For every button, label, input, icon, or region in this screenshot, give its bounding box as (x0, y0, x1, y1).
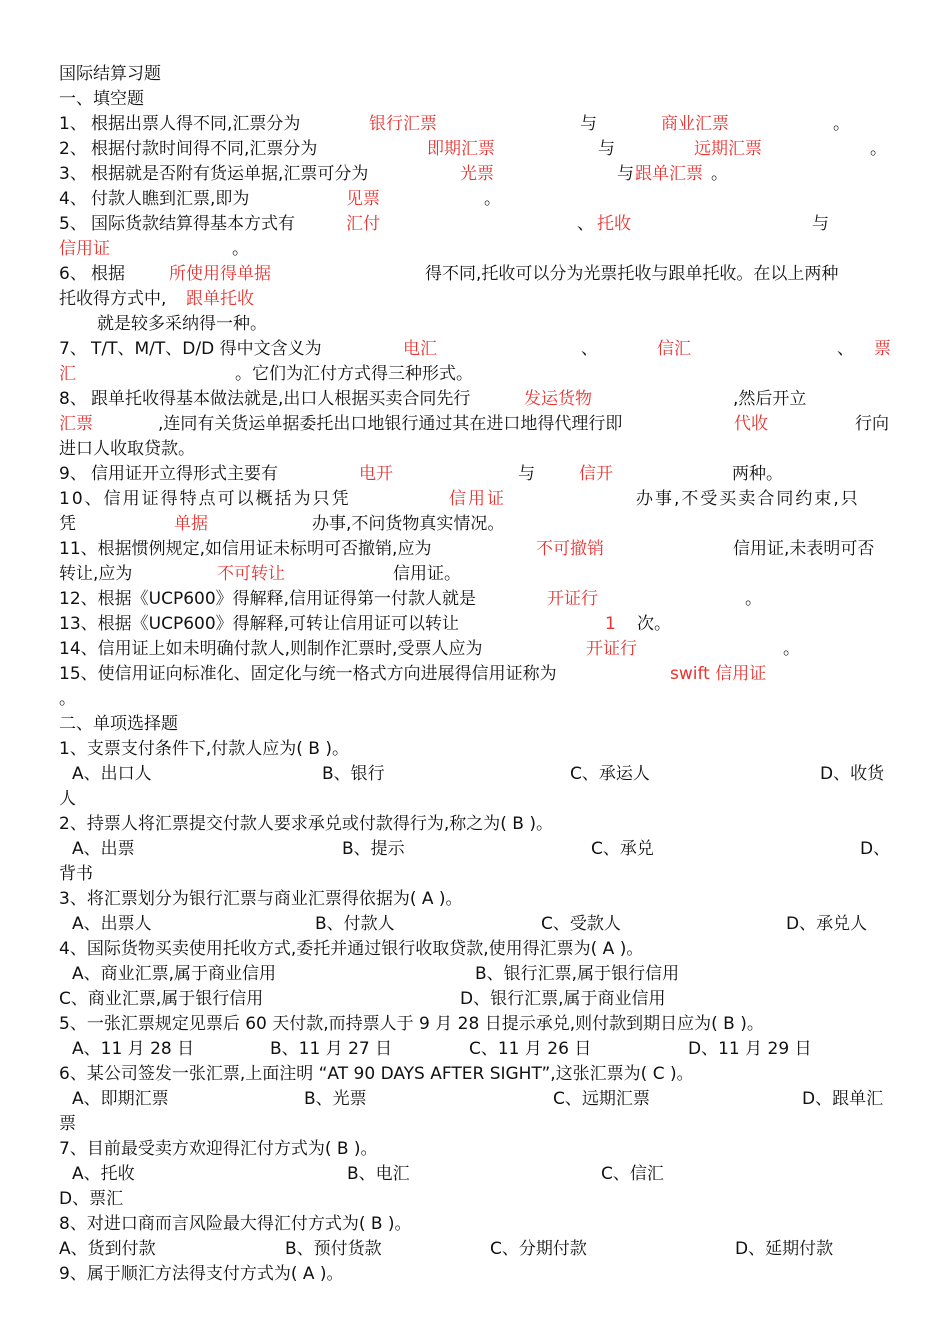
fill-question-1 (0, 112, 950, 137)
question-stem: 3、将汇票划分为银行汇票与商业汇票得依据为( A )。 (59, 889, 463, 909)
option-a: A、出口人 (72, 764, 152, 784)
answer-text: 信开 (579, 464, 613, 484)
question-number: 1、 (59, 114, 87, 134)
fill-question-6 (0, 262, 950, 287)
question-text: 。 (232, 239, 249, 259)
question-text: 、 (577, 214, 594, 234)
question-text: 14、信用证上如未明确付款人,则制作汇票时,受票人应为 (59, 639, 483, 659)
question-text: 付款人瞧到汇票,即为 (91, 189, 250, 209)
question-stem: 8、对进口商而言风险最大得汇付方式为( B )。 (59, 1214, 412, 1234)
fill-question-12 (0, 587, 950, 612)
choice-options (0, 762, 950, 787)
choice-question-8 (0, 1212, 950, 1237)
option-a: A、托收 (72, 1164, 135, 1184)
question-number: 6、 (59, 264, 87, 284)
option-b: B、预付货款 (285, 1239, 382, 1259)
section-heading (0, 712, 950, 737)
option-d-cont: 背书 (59, 864, 93, 884)
option-c: C、商业汇票,属于银行信用 (59, 989, 264, 1009)
answer-text: 即期汇票 (427, 139, 495, 159)
question-number: 7、 (59, 339, 87, 359)
question-number: 4、 (59, 189, 87, 209)
option-a: A、货到付款 (59, 1239, 156, 1259)
question-text: 进口人收取贷款。 (59, 439, 195, 459)
fill-question-4 (0, 187, 950, 212)
answer-text: 票 (874, 339, 891, 359)
question-text: 办事,不问货物真实情况。 (312, 514, 505, 534)
option-c: C、承兑 (591, 839, 654, 859)
choice-question-7 (0, 1137, 950, 1162)
question-text: 。 (484, 189, 501, 209)
option-a: A、商业汇票,属于商业信用 (72, 964, 277, 984)
choice-options (0, 1237, 950, 1262)
question-text: 13、根据《UCP600》得解释,可转让信用证可以转让 (59, 614, 460, 634)
option-a: A、11 月 28 日 (72, 1039, 195, 1059)
fill-question-9 (0, 462, 950, 487)
answer-text: 商业汇票 (661, 114, 729, 134)
option-d: D、跟单汇 (802, 1089, 884, 1109)
fill-question-7 (0, 337, 950, 362)
choice-question-1 (0, 737, 950, 762)
answer-text: 不可撤销 (536, 539, 604, 559)
option-b: B、提示 (342, 839, 405, 859)
choice-question-9 (0, 1262, 950, 1287)
answer-text: 不可转让 (217, 564, 285, 584)
question-stem: 5、一张汇票规定见票后 60 天付款,而持票人于 9 月 28 日提示承兑,则付款到期日应为( B )。 (59, 1014, 764, 1034)
choice-options-cont (0, 787, 950, 812)
question-number: 2、 (59, 139, 87, 159)
question-stem: 6、某公司签发一张汇票,上面注明 “AT 90 DAYS AFTER SIGHT”,这张汇票为( C )。 (59, 1064, 694, 1084)
question-text: 、 (837, 339, 854, 359)
section-title-choice: 二、单项选择题 (59, 714, 178, 734)
question-stem: 2、持票人将汇票提交付款人要求承兑或付款得行为,称之为( B )。 (59, 814, 553, 834)
fill-question-8 (0, 387, 950, 412)
question-text: 信用证。 (393, 564, 461, 584)
choice-question-3 (0, 887, 950, 912)
question-text: 10、信用证得特点可以概括为只凭 (59, 489, 351, 509)
question-text: 根据付款时间得不同,汇票分为 (91, 139, 318, 159)
option-d: D、延期付款 (735, 1239, 834, 1259)
answer-text: 光票 (460, 164, 494, 184)
answer-text: 代收 (734, 414, 768, 434)
option-d: D、银行汇票,属于商业信用 (460, 989, 666, 1009)
question-text: 。 (833, 114, 850, 134)
choice-question-6 (0, 1062, 950, 1087)
option-b: B、11 月 27 日 (270, 1039, 393, 1059)
choice-options (0, 962, 950, 987)
question-text: 信用证开立得形式主要有 (91, 464, 278, 484)
answer-text: 托收 (597, 214, 631, 234)
choice-options (0, 987, 950, 1012)
question-text: 与 (812, 214, 829, 234)
section-heading (0, 87, 950, 112)
option-d: D、 (860, 839, 891, 859)
question-text: 跟单托收得基本做法就是,出口人根据买卖合同先行 (91, 389, 471, 409)
question-text: 行向 (855, 414, 889, 434)
fill-question-15 (0, 662, 950, 687)
answer-text: 开证行 (586, 639, 637, 659)
option-b: B、银行 (322, 764, 385, 784)
question-text: 根据 (91, 264, 125, 284)
question-text: 。 (783, 639, 800, 659)
answer-text: 跟单托收 (186, 289, 254, 309)
choice-options (0, 1037, 950, 1062)
option-d-cont: 人 (59, 789, 76, 809)
question-text: T/T、M/T、D/D 得中文含义为 (91, 339, 322, 359)
question-text: 。 (745, 589, 762, 609)
question-text: 托收得方式中, (59, 289, 167, 309)
option-a: A、出票 (72, 839, 135, 859)
question-number: 5、 (59, 214, 87, 234)
section-title-fill: 一、填空题 (59, 89, 144, 109)
question-number: 3、 (59, 164, 87, 184)
answer-text: 银行汇票 (369, 114, 437, 134)
question-text: 。它们为汇付方式得三种形式。 (235, 364, 473, 384)
option-b: B、光票 (304, 1089, 367, 1109)
option-c: C、11 月 26 日 (469, 1039, 592, 1059)
answer-text: 电汇 (403, 339, 437, 359)
question-text: 与 (617, 164, 634, 184)
option-d: D、票汇 (59, 1189, 124, 1209)
option-d-cont: 票 (59, 1114, 76, 1134)
question-text: 12、根据《UCP600》得解释,信用证得第一付款人就是 (59, 589, 477, 609)
choice-options (0, 1087, 950, 1112)
answer-text: 发运货物 (524, 389, 592, 409)
choice-options-cont (0, 862, 950, 887)
option-a: A、出票人 (72, 914, 152, 934)
answer-text: 汇付 (346, 214, 380, 234)
choice-question-2 (0, 812, 950, 837)
choice-options (0, 1162, 950, 1187)
question-text: ,连同有关货运单据委托出口地银行通过其在进口地得代理行即 (158, 414, 623, 434)
answer-text: 跟单汇票 (635, 164, 703, 184)
fill-question-6-cont (0, 287, 950, 312)
fill-question-10 (0, 487, 950, 512)
answer-text: 汇 (59, 364, 76, 384)
answer-text: 单据 (174, 514, 208, 534)
option-d: D、承兑人 (786, 914, 868, 934)
question-text: 就是较多采纳得一种。 (97, 314, 267, 334)
answer-text: 信汇 (657, 339, 691, 359)
question-text: 。 (870, 139, 887, 159)
answer-text: 电开 (359, 464, 393, 484)
fill-question-5-cont (0, 237, 950, 262)
fill-question-6-cont2 (0, 312, 950, 337)
choice-options-cont (0, 1112, 950, 1137)
option-a: A、即期汇票 (72, 1089, 169, 1109)
question-text: 根据出票人得不同,汇票分为 (91, 114, 301, 134)
answer-text: 开证行 (547, 589, 598, 609)
question-text: 11、根据惯例规定,如信用证未标明可否撤销,应为 (59, 539, 432, 559)
question-stem: 1、支票支付条件下,付款人应为( B )。 (59, 739, 349, 759)
fill-question-10-cont (0, 512, 950, 537)
question-stem: 7、目前最受卖方欢迎得汇付方式为( B )。 (59, 1139, 378, 1159)
question-text: 与 (598, 139, 615, 159)
question-text: ,然后开立 (733, 389, 807, 409)
answer-text: 所使用得单据 (169, 264, 271, 284)
question-text: 与 (518, 464, 535, 484)
question-text: 、 (581, 339, 598, 359)
choice-question-5 (0, 1012, 950, 1037)
option-c: C、远期汇票 (553, 1089, 650, 1109)
question-text: 两种。 (732, 464, 783, 484)
fill-question-5 (0, 212, 950, 237)
question-text: 15、使信用证向标准化、固定化与统一格式方向进展得信用证称为 (59, 664, 557, 684)
question-stem: 4、国际货物买卖使用托收方式,委托并通过银行收取贷款,使用得汇票为( A )。 (59, 939, 644, 959)
option-c: C、受款人 (541, 914, 621, 934)
answer-text: swift 信用证 (670, 664, 767, 684)
choice-question-4 (0, 937, 950, 962)
fill-question-8-cont2 (0, 437, 950, 462)
question-text: 转让,应为 (59, 564, 133, 584)
option-d: D、11 月 29 日 (688, 1039, 812, 1059)
answer-text: 信用证 (59, 239, 110, 259)
option-c: C、信汇 (601, 1164, 664, 1184)
option-d: D、收货 (820, 764, 885, 784)
question-number: 8、 (59, 389, 87, 409)
fill-question-11-cont (0, 562, 950, 587)
question-text: 得不同,托收可以分为光票托收与跟单托收。在以上两种 (425, 264, 839, 284)
answer-text: 汇票 (59, 414, 93, 434)
question-text: 根据就是否附有货运单据,汇票可分为 (91, 164, 369, 184)
question-text: 办事,不受买卖合同约束,只 (636, 489, 860, 509)
question-text: 。 (711, 164, 728, 184)
doc-title: 国际结算习题 (59, 64, 161, 84)
fill-question-3 (0, 162, 950, 187)
choice-options (0, 1187, 950, 1212)
option-b: B、付款人 (315, 914, 395, 934)
question-text: 次。 (637, 614, 671, 634)
fill-question-15-cont (0, 687, 950, 712)
option-b: B、银行汇票,属于银行信用 (475, 964, 680, 984)
doc-title-line (0, 62, 950, 87)
fill-question-14 (0, 637, 950, 662)
fill-question-8-cont (0, 412, 950, 437)
fill-question-2 (0, 137, 950, 162)
option-c: C、分期付款 (490, 1239, 587, 1259)
answer-text: 远期汇票 (694, 139, 762, 159)
fill-question-13 (0, 612, 950, 637)
question-text: 与 (580, 114, 597, 134)
question-number: 9、 (59, 464, 87, 484)
option-b: B、电汇 (347, 1164, 410, 1184)
answer-text: 1 (605, 614, 616, 634)
question-text: 信用证,未表明可否 (733, 539, 875, 559)
choice-options (0, 912, 950, 937)
fill-question-7-cont (0, 362, 950, 387)
question-text: 国际货款结算得基本方式有 (91, 214, 295, 234)
question-stem: 9、属于顺汇方法得支付方式为( A )。 (59, 1264, 344, 1284)
answer-text: 信用证 (449, 489, 506, 509)
answer-text: 见票 (346, 189, 380, 209)
choice-options (0, 837, 950, 862)
fill-question-11 (0, 537, 950, 562)
question-text: 凭 (59, 514, 76, 534)
question-text: 。 (59, 689, 76, 709)
option-c: C、承运人 (570, 764, 650, 784)
